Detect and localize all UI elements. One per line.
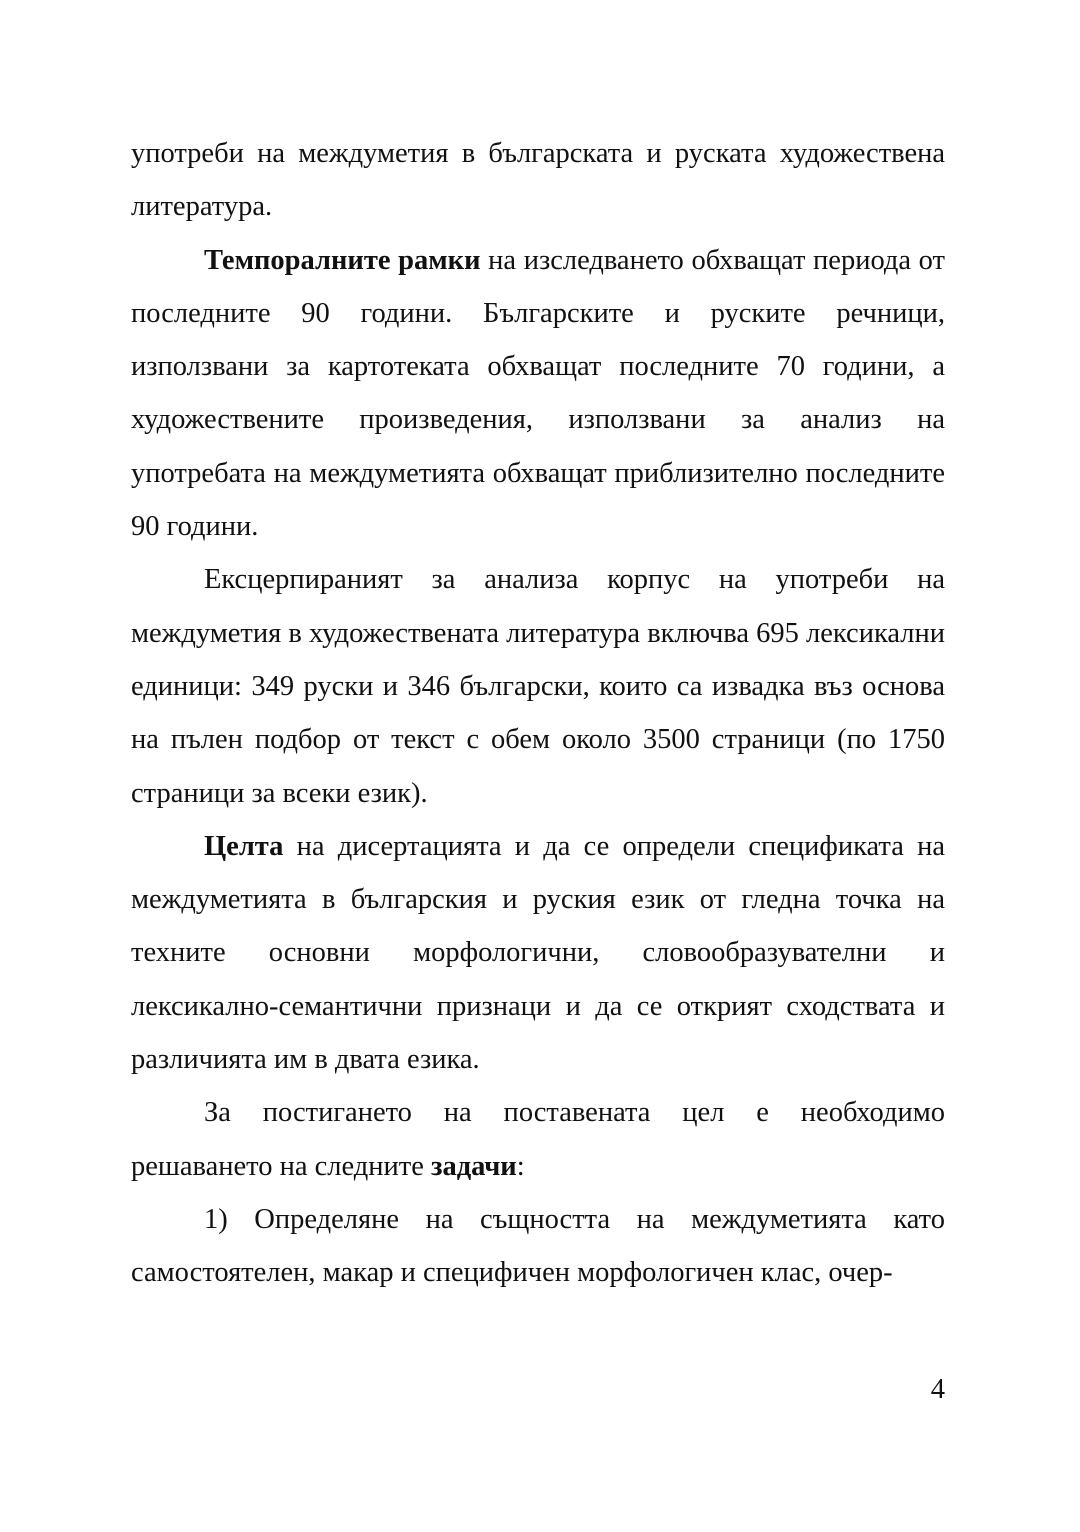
paragraph-task-1: [131, 1193, 945, 1300]
term-goal: Целта: [204, 830, 284, 862]
paragraph-tasks-intro: [131, 1086, 945, 1193]
paragraph: [131, 127, 945, 234]
paragraph-goal: [131, 820, 945, 1086]
paragraph-text: на дисертацията и да се определи спецификата на междуметията в българския и руския език от гледна точка на техните основни морфологични, словообразувателни и лексикално-семантични признаци и да се открият сходствата и различията им в двата езика.: [131, 830, 945, 1076]
page-number: 4: [930, 1374, 945, 1405]
paragraph-temporal-frames: [131, 234, 945, 554]
term-tasks: задачи: [431, 1150, 517, 1182]
paragraph-text: :: [516, 1150, 525, 1182]
paragraph-text: За постигането на поставената цел е необходимо решаването на следните: [131, 1097, 945, 1182]
body-text: [131, 127, 945, 1300]
paragraph-text: на изследването обхващат периода от последните 90 години. Българските и руските речници, използвани за картотеката обхващат последните 70 години, а художествените произведения, използвани за анализ на употребата на междуметията обхващат приблизително последните 90 години.: [131, 244, 946, 543]
term-temporal-frames: Темпоралните рамки: [204, 244, 481, 276]
paragraph-text: 1) Определяне на същността на междуметията като самостоятелен, макар и специфичен морфологичен клас, очер-: [131, 1203, 945, 1289]
paragraph-text: Ексцерпираният за анализа корпус на употреби на междуметия в художествената литература включва 695 лексикални единици: 349 руски и 346 български, които са извадка въз основа на пълен подбор от текст с обем около 3500 страници (по 1750 страници за всеки език).: [131, 564, 945, 809]
paragraph-text: употреби на междуметия в българската и руската художествена литература.: [131, 138, 945, 223]
paragraph-corpus: [131, 553, 945, 819]
